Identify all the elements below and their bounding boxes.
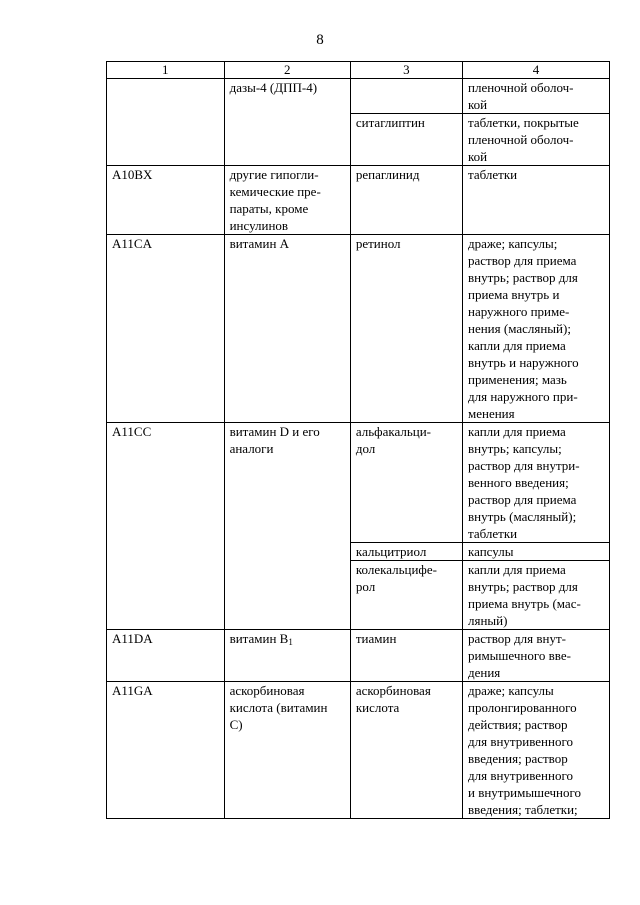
group-cell: витамин А xyxy=(224,235,350,423)
form-cell: пленочной оболоч- кой xyxy=(463,79,610,114)
group-cell: аскорбиновая кислота (витамин С) xyxy=(224,682,350,819)
form-cell: таблетки xyxy=(463,166,610,235)
code-cell: A11CC xyxy=(107,423,225,630)
drug-cell: альфакальци- дол xyxy=(350,423,462,543)
column-header-4: 4 xyxy=(463,62,610,79)
drug-cell: ситаглиптин xyxy=(350,114,462,166)
form-cell: капсулы xyxy=(463,543,610,561)
group-cell xyxy=(224,630,350,682)
code-cell-empty xyxy=(107,79,225,166)
group-subscript: 1 xyxy=(288,637,293,647)
drug-cell: тиамин xyxy=(350,630,462,682)
drug-table xyxy=(106,61,610,819)
column-header-2: 2 xyxy=(224,62,350,79)
table-row xyxy=(107,235,610,423)
form-cell: драже; капсулы; раствор для приема внутрь; раствор для приема внутрь и наружного приме- нения (масляный); капли для приема внутрь и наружного применения; мазь для наружного при- менения xyxy=(463,235,610,423)
table-row xyxy=(107,682,610,819)
drug-cell: кальцитриол xyxy=(350,543,462,561)
table-row xyxy=(107,166,610,235)
column-header-1: 1 xyxy=(107,62,225,79)
group-cell: другие гипогли- кемические пре- параты, кроме инсулинов xyxy=(224,166,350,235)
table-row xyxy=(107,79,610,114)
form-cell: капли для приема внутрь; капсулы; раствор для внутри- венного введения; раствор для приема внутрь (масляный); таблетки xyxy=(463,423,610,543)
code-cell: A10BX xyxy=(107,166,225,235)
table-row xyxy=(107,630,610,682)
drug-cell: аскорбиновая кислота xyxy=(350,682,462,819)
drug-cell: репаглинид xyxy=(350,166,462,235)
table-row xyxy=(107,423,610,543)
drug-cell: ретинол xyxy=(350,235,462,423)
code-cell: A11CA xyxy=(107,235,225,423)
group-cell: витамин D и его аналоги xyxy=(224,423,350,630)
form-cell: раствор для внут- римышечного вве- дения xyxy=(463,630,610,682)
group-cell: дазы-4 (ДПП-4) xyxy=(224,79,350,166)
form-cell: драже; капсулы пролонгированного действия; раствор для внутривенного введения; раствор для внутривенного и внутримышечного введения; таблетки; xyxy=(463,682,610,819)
column-header-3: 3 xyxy=(350,62,462,79)
group-text: витамин В xyxy=(229,631,289,646)
code-cell: A11GA xyxy=(107,682,225,819)
drug-cell xyxy=(350,79,462,114)
drug-cell: колекальцифе- рол xyxy=(350,561,462,630)
form-cell: таблетки, покрытые пленочной оболоч- кой xyxy=(463,114,610,166)
page-number: 8 xyxy=(316,32,324,48)
table-header-row xyxy=(107,62,610,79)
form-cell: капли для приема внутрь; раствор для приема внутрь (мас- ляный) xyxy=(463,561,610,630)
code-cell: A11DA xyxy=(107,630,225,682)
